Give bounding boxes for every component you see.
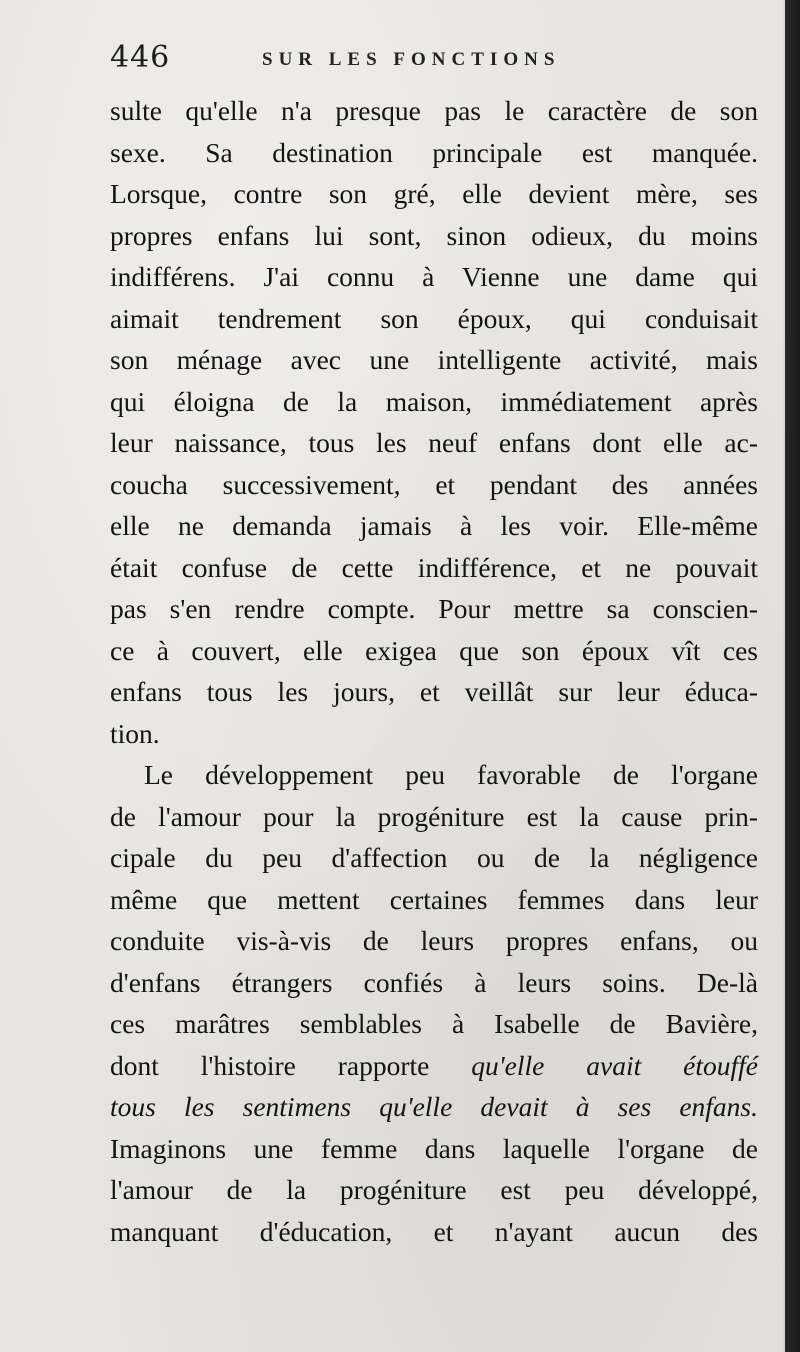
text-line: sexe. Sa destination principale est manquée.: [110, 136, 758, 168]
text-line-with-italic: [110, 1045, 758, 1087]
text-line: coucha successivement, et pendant des années: [110, 468, 758, 500]
text-line: manquant d'éducation, et n'ayant aucun des: [110, 1215, 758, 1247]
text-line: pas s'en rendre compte. Pour mettre sa conscien-: [110, 593, 758, 624]
text-line: conduite vis-à-vis de leurs propres enfans, ou: [110, 925, 758, 956]
text-line: leur naissance, tous les neuf enfans dont elle ac-: [110, 427, 758, 458]
running-title: SUR LES FONCTIONS: [262, 49, 561, 70]
text-line: Lorsque, contre son gré, elle devient mère, ses: [110, 178, 758, 209]
text-line: ce à couvert, elle exigea que son époux vît ces: [110, 634, 758, 666]
text-line: elle ne demanda jamais à les voir. Elle-même: [110, 510, 758, 541]
text-line-italic: [110, 1086, 758, 1128]
text-line: d'enfans étrangers confiés à leurs soins. De-là: [110, 966, 758, 998]
text-line: propres enfans lui sont, sinon odieux, du moins: [110, 219, 758, 251]
text-span: dont l'histoire rapporte: [110, 1049, 472, 1081]
text-line: son ménage avec une intelligente activité, mais: [110, 344, 758, 375]
page-number: 446: [110, 40, 171, 75]
text-line: cipale du peu d'affection ou de la négligence: [110, 842, 758, 873]
text-line: ces marâtres semblables à Isabelle de Bavière,: [110, 1008, 758, 1039]
body-text: [110, 90, 758, 1252]
text-line: même que mettent certaines femmes dans leur: [110, 883, 758, 915]
paragraph-end-line: tion.: [110, 717, 160, 749]
page-edge-shadow: [782, 0, 800, 1352]
text-line: qui éloigna de la maison, immédiatement après: [110, 385, 758, 417]
text-line: Imaginons une femme dans laquelle l'organe de: [110, 1132, 758, 1164]
text-line: indifférens. J'ai connu à Vienne une dame qui: [110, 261, 758, 292]
text-line: enfans tous les jours, et veillât sur leur éduca-: [110, 676, 758, 707]
paragraph-first-line: Le développement peu favorable de l'organe: [144, 759, 758, 790]
text-line: l'amour de la progéniture est peu développé,: [110, 1174, 758, 1205]
running-head: [110, 40, 758, 80]
text-line: de l'amour pour la progéniture est la cause prin-: [110, 800, 758, 832]
italic-quote: qu'elle avait étouffé: [471, 1049, 758, 1081]
italic-quote: tous les sentimens qu'elle devait à ses enfans.: [110, 1091, 758, 1122]
text-line: aimait tendrement son époux, qui conduisait: [110, 302, 758, 334]
text-line: sulte qu'elle n'a presque pas le caractère de son: [110, 95, 758, 126]
text-line: était confuse de cette indifférence, et ne pouvait: [110, 551, 758, 583]
